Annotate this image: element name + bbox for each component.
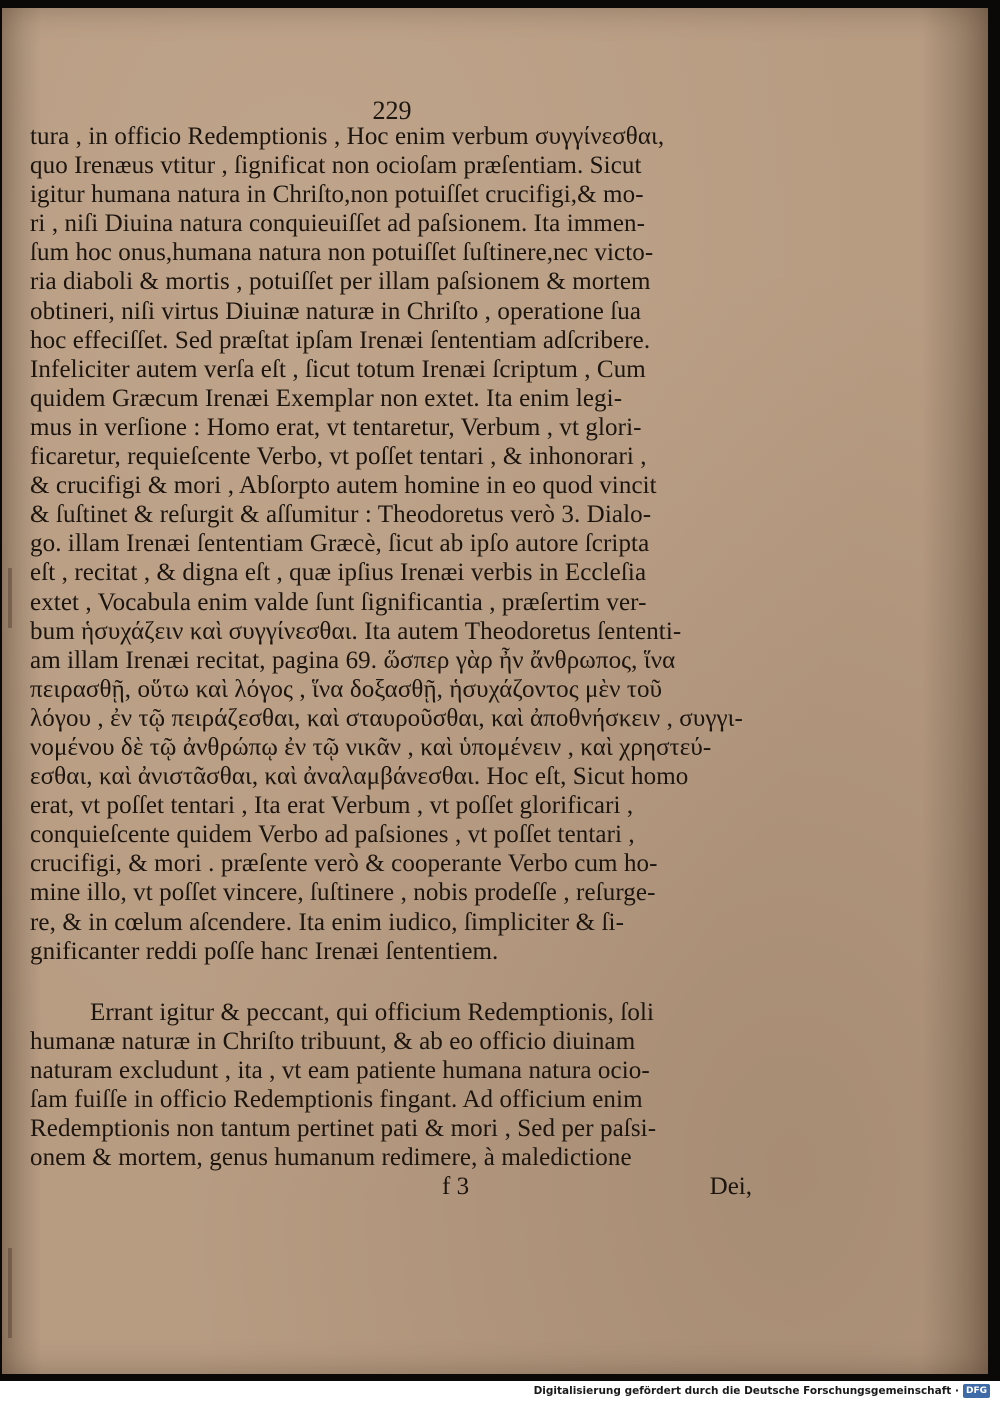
text-line: quidem Græcum Irenæi Exemplar non extet. Ita enim legi- <box>30 384 623 412</box>
body-text <box>30 122 765 1172</box>
text-line: am illam Irenæi recitat, pagina 69. ὥσπερ γὰρ ἦν ἄνθρωπος, ἵνα <box>30 646 676 674</box>
text-line: erat, vt poſſet tentari , Ita erat Verbum , vt poſſet glorificari , <box>30 792 634 820</box>
text-line: bum ἡσυχάζειν καὶ συγγίνεσθαι. Ita autem Theodoretus ſententi- <box>30 617 682 645</box>
page-number: 229 <box>372 96 412 125</box>
text-line: quo Irenæus vtitur , ſignificat non ocioſam præſentiam. Sicut <box>30 152 642 180</box>
text-line: ri , niſi Diuina natura conquieuiſſet ad paſsionem. Ita immen- <box>30 210 646 238</box>
text-line: go. illam Irenæi ſententiam Græcè, ſicut ab ipſo autore ſcripta <box>30 530 650 558</box>
text-line: Redemptionis non tantum pertinet pati & mori , Sed per paſsi- <box>30 1115 657 1143</box>
text-line: εσθαι, καὶ ἀνιστᾶσθαι, καὶ ἀναλαμβάνεσθαι. Hoc eſt, Sicut homo <box>30 763 689 791</box>
text-line: tura , in officio Redemptionis , Hoc enim verbum συγγίνεσθαι, <box>30 123 665 150</box>
catchword: Dei, <box>709 1173 752 1200</box>
page-edge-shadow <box>8 568 12 628</box>
text-line: mus in verſione : Homo erat, vt tentaretur, Verbum , vt glori- <box>30 413 642 441</box>
text-line: ſam fuiſſe in officio Redemptionis fingant. Ad officium enim <box>30 1086 643 1113</box>
text-line: crucifigi, & mori . præſente verò & cooperante Verbo cum ho- <box>30 850 658 878</box>
dfg-logo-icon: DFG <box>963 1384 990 1398</box>
text-line: naturam excludunt , ita , vt eam patiente humana natura ocio- <box>30 1056 650 1084</box>
text-line: ficaretur, requieſcente Verbo, vt poſſet tentari , & inhonorari , <box>30 443 647 471</box>
text-line: re, & in cœlum aſcendere. Ita enim iudico, ſimpliciter & ſi- <box>30 908 624 936</box>
text-line: conquieſcente quidem Verbo ad paſsiones , vt poſſet tentari , <box>30 821 635 849</box>
text-line: ſum hoc onus,humana natura non potuiſſet ſuſtinere,nec victo- <box>30 239 654 267</box>
text-line: gnificanter reddi poſſe hanc Irenæi ſententiem. <box>30 937 499 965</box>
text-line: mine illo, vt poſſet vincere, ſuſtinere , nobis prodeſſe , reſurge- <box>30 879 656 907</box>
digitization-credit <box>0 1381 990 1401</box>
book-page <box>2 8 988 1374</box>
signature-mark: f 3 <box>442 1173 470 1200</box>
paragraph-1 <box>30 122 765 966</box>
text-line: ria diaboli & mortis , potuiſſet per illam paſsionem & mortem <box>30 268 651 296</box>
text-line: onem & mortem, genus humanum redimere, à maledictione <box>30 1144 632 1172</box>
text-line: humanæ naturæ in Chriſto tribuunt, & ab eo officio diuinam <box>30 1027 636 1055</box>
text-line: Infeliciter autem verſa eſt , ſicut totum Irenæi ſcriptum , Cum <box>30 355 646 383</box>
text-line: extet , Vocabula enim valde ſunt ſignificantia , præſertim ver- <box>30 588 647 616</box>
text-line: πειρασθῇ, οὕτω καὶ λόγος , ἵνα δοξασθῇ, ἡσυχάζοντος μὲν τοῦ <box>30 675 663 703</box>
text-line: & crucifigi & mori , Abſorpto autem homine in eo quod vincit <box>30 472 657 500</box>
paragraph-2 <box>30 998 765 1173</box>
text-line: igitur humana natura in Chriſto,non potuiſſet crucifigi,& mo- <box>30 181 644 209</box>
text-line: hoc effeciſſet. Sed præſtat ipſam Irenæi ſententiam adſcribere. <box>30 326 651 354</box>
text-line: & ſuſtinet & reſurgit & aſſumitur : Theodoretus verò 3. Dialo- <box>30 501 652 529</box>
text-line: eſt , recitat , & digna eſt , quæ ipſius Irenæi verbis in Eccleſia <box>30 559 647 587</box>
page-edge-shadow <box>8 1248 12 1338</box>
credit-text: Digitalisierung gefördert durch die Deutsche Forschungsgemeinschaft · <box>533 1385 959 1397</box>
text-line: λόγου , ἐν τῷ πειράζεσθαι, καὶ σταυροῦσθαι, καὶ ἀποθνήσκειν , συγγι- <box>30 704 743 732</box>
text-line: obtineri, niſi virtus Diuinæ naturæ in Chriſto , operatione ſua <box>30 297 642 325</box>
text-line: Errant igitur & peccant, qui officium Redemptionis, ſoli <box>90 998 655 1026</box>
paragraph-gap <box>30 966 765 998</box>
text-line: νομένου δὲ τῷ ἀνθρώπῳ ἐν τῷ νικᾶν , καὶ ὑπομένειν , καὶ χρηστεύ- <box>30 733 712 761</box>
